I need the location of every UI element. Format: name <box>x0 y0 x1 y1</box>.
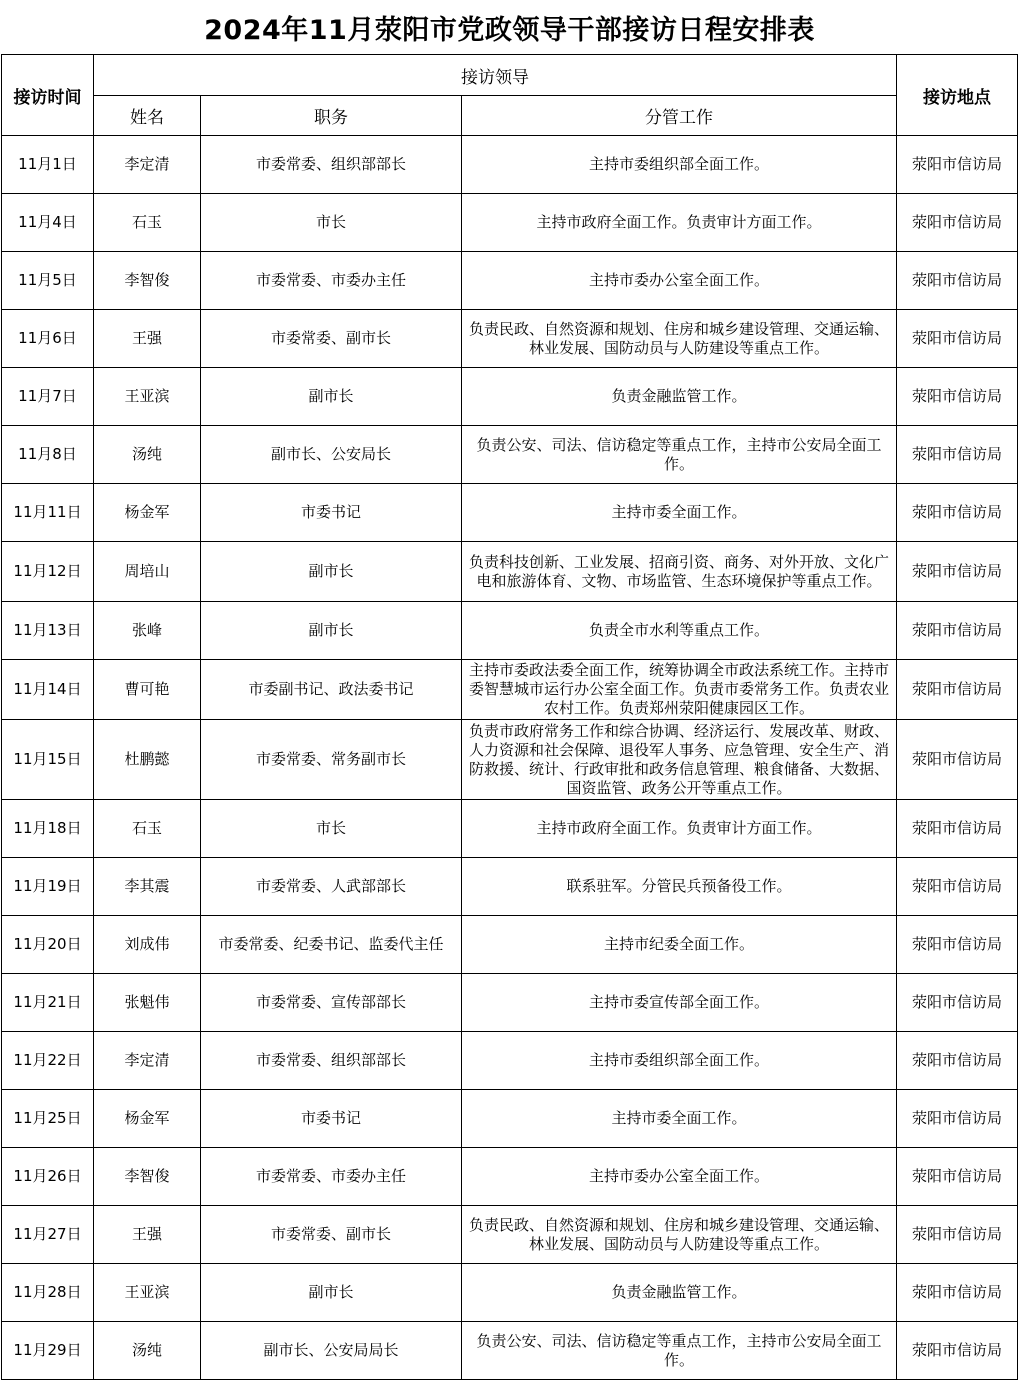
place-cell: 荥阳市信访局 <box>897 1032 1018 1090</box>
table-row <box>2 252 1018 310</box>
date-cell: 11月18日 <box>2 800 94 858</box>
position-cell: 市委常委、副市长 <box>201 310 462 368</box>
duty-cell: 负责全市水利等重点工作。 <box>462 602 897 660</box>
table-row <box>2 916 1018 974</box>
table-row <box>2 1090 1018 1148</box>
date-cell: 11月28日 <box>2 1264 94 1322</box>
place-cell: 荥阳市信访局 <box>897 858 1018 916</box>
name-cell: 石玉 <box>94 800 201 858</box>
table-row <box>2 310 1018 368</box>
place-cell: 荥阳市信访局 <box>897 194 1018 252</box>
date-cell: 11月13日 <box>2 602 94 660</box>
date-cell: 11月14日 <box>2 660 94 720</box>
date-cell: 11月6日 <box>2 310 94 368</box>
duty-cell: 主持市委办公室全面工作。 <box>462 1148 897 1206</box>
header-duty: 分管工作 <box>462 96 897 136</box>
name-cell: 曹可艳 <box>94 660 201 720</box>
place-cell: 荥阳市信访局 <box>897 368 1018 426</box>
duty-cell: 主持市委全面工作。 <box>462 484 897 542</box>
position-cell: 副市长、公安局长 <box>201 426 462 484</box>
date-cell: 11月5日 <box>2 252 94 310</box>
schedule-rows <box>2 136 1018 1380</box>
position-cell: 市委常委、组织部部长 <box>201 136 462 194</box>
table-row <box>2 1148 1018 1206</box>
table-row <box>2 602 1018 660</box>
name-cell: 张魁伟 <box>94 974 201 1032</box>
date-cell: 11月8日 <box>2 426 94 484</box>
date-cell: 11月29日 <box>2 1322 94 1380</box>
page-title: 2024年11月荥阳市党政领导干部接访日程安排表 <box>204 14 815 46</box>
name-cell: 王强 <box>94 310 201 368</box>
position-cell: 市委常委、纪委书记、监委代主任 <box>201 916 462 974</box>
date-cell: 11月11日 <box>2 484 94 542</box>
date-cell: 11月19日 <box>2 858 94 916</box>
place-cell: 荥阳市信访局 <box>897 1090 1018 1148</box>
duty-cell: 主持市委办公室全面工作。 <box>462 252 897 310</box>
position-cell: 副市长 <box>201 368 462 426</box>
name-cell: 王亚滨 <box>94 1264 201 1322</box>
duty-cell: 主持市纪委全面工作。 <box>462 916 897 974</box>
header-leaders: 接访领导 <box>94 55 897 96</box>
table-row <box>2 1264 1018 1322</box>
position-cell: 副市长 <box>201 1264 462 1322</box>
position-cell: 副市长 <box>201 542 462 602</box>
table-row <box>2 136 1018 194</box>
position-cell: 市委常委、副市长 <box>201 1206 462 1264</box>
position-cell: 市委副书记、政法委书记 <box>201 660 462 720</box>
duty-cell: 负责公安、司法、信访稳定等重点工作，主持市公安局全面工作。 <box>462 426 897 484</box>
duty-cell: 主持市委全面工作。 <box>462 1090 897 1148</box>
name-cell: 汤纯 <box>94 1322 201 1380</box>
date-cell: 11月20日 <box>2 916 94 974</box>
position-cell: 市委常委、组织部部长 <box>201 1032 462 1090</box>
name-cell: 杜鹏懿 <box>94 720 201 800</box>
duty-cell: 负责公安、司法、信访稳定等重点工作，主持市公安局全面工作。 <box>462 1322 897 1380</box>
position-cell: 市委常委、市委办主任 <box>201 252 462 310</box>
place-cell: 荥阳市信访局 <box>897 916 1018 974</box>
date-cell: 11月21日 <box>2 974 94 1032</box>
name-cell: 杨金军 <box>94 484 201 542</box>
name-cell: 李定清 <box>94 1032 201 1090</box>
duty-cell: 负责市政府常务工作和综合协调、经济运行、发展改革、财政、人力资源和社会保障、退役军人事务、应急管理、安全生产、消防救援、统计、行政审批和政务信息管理、粮食储备、大数据、国资监管、政务公开等重点工作。 <box>462 720 897 800</box>
place-cell: 荥阳市信访局 <box>897 974 1018 1032</box>
name-cell: 李定清 <box>94 136 201 194</box>
table-row <box>2 800 1018 858</box>
table-row <box>2 720 1018 800</box>
duty-cell: 主持市委组织部全面工作。 <box>462 136 897 194</box>
name-cell: 李其震 <box>94 858 201 916</box>
table-row <box>2 1322 1018 1380</box>
table-row <box>2 484 1018 542</box>
name-cell: 张峰 <box>94 602 201 660</box>
duty-cell: 主持市委政法委全面工作，统筹协调全市政法系统工作。主持市委智慧城市运行办公室全面工作。负责市委常务工作。负责农业农村工作。负责郑州荥阳健康园区工作。 <box>462 660 897 720</box>
place-cell: 荥阳市信访局 <box>897 800 1018 858</box>
table-row <box>2 194 1018 252</box>
schedule-table <box>1 54 1018 1380</box>
position-cell: 市委常委、人武部部长 <box>201 858 462 916</box>
place-cell: 荥阳市信访局 <box>897 602 1018 660</box>
name-cell: 刘成伟 <box>94 916 201 974</box>
position-cell: 市委常委、宣传部部长 <box>201 974 462 1032</box>
header-name: 姓名 <box>94 96 201 136</box>
place-cell: 荥阳市信访局 <box>897 484 1018 542</box>
date-cell: 11月26日 <box>2 1148 94 1206</box>
place-cell: 荥阳市信访局 <box>897 426 1018 484</box>
name-cell: 李智俊 <box>94 252 201 310</box>
header-position: 职务 <box>201 96 462 136</box>
name-cell: 王强 <box>94 1206 201 1264</box>
position-cell: 市委常委、市委办主任 <box>201 1148 462 1206</box>
position-cell: 市委常委、常务副市长 <box>201 720 462 800</box>
duty-cell: 负责民政、自然资源和规划、住房和城乡建设管理、交通运输、林业发展、国防动员与人防建设等重点工作。 <box>462 310 897 368</box>
place-cell: 荥阳市信访局 <box>897 1322 1018 1380</box>
date-cell: 11月15日 <box>2 720 94 800</box>
duty-cell: 负责民政、自然资源和规划、住房和城乡建设管理、交通运输、林业发展、国防动员与人防建设等重点工作。 <box>462 1206 897 1264</box>
duty-cell: 主持市委组织部全面工作。 <box>462 1032 897 1090</box>
place-cell: 荥阳市信访局 <box>897 1206 1018 1264</box>
place-cell: 荥阳市信访局 <box>897 1148 1018 1206</box>
date-cell: 11月27日 <box>2 1206 94 1264</box>
position-cell: 市长 <box>201 194 462 252</box>
name-cell: 李智俊 <box>94 1148 201 1206</box>
name-cell: 周培山 <box>94 542 201 602</box>
duty-cell: 负责科技创新、工业发展、招商引资、商务、对外开放、文化广电和旅游体育、文物、市场监管、生态环境保护等重点工作。 <box>462 542 897 602</box>
position-cell: 副市长 <box>201 602 462 660</box>
place-cell: 荥阳市信访局 <box>897 720 1018 800</box>
table-row <box>2 858 1018 916</box>
table-row <box>2 974 1018 1032</box>
table-row <box>2 1206 1018 1264</box>
date-cell: 11月1日 <box>2 136 94 194</box>
place-cell: 荥阳市信访局 <box>897 136 1018 194</box>
position-cell: 市委书记 <box>201 1090 462 1148</box>
header-time: 接访时间 <box>2 55 94 136</box>
date-cell: 11月25日 <box>2 1090 94 1148</box>
place-cell: 荥阳市信访局 <box>897 1264 1018 1322</box>
date-cell: 11月22日 <box>2 1032 94 1090</box>
date-cell: 11月4日 <box>2 194 94 252</box>
duty-cell: 主持市委宣传部全面工作。 <box>462 974 897 1032</box>
place-cell: 荥阳市信访局 <box>897 310 1018 368</box>
place-cell: 荥阳市信访局 <box>897 660 1018 720</box>
header-place: 接访地点 <box>897 55 1018 136</box>
table-row <box>2 542 1018 602</box>
position-cell: 市长 <box>201 800 462 858</box>
position-cell: 副市长、公安局局长 <box>201 1322 462 1380</box>
duty-cell: 负责金融监管工作。 <box>462 368 897 426</box>
table-row <box>2 426 1018 484</box>
duty-cell: 主持市政府全面工作。负责审计方面工作。 <box>462 194 897 252</box>
name-cell: 杨金军 <box>94 1090 201 1148</box>
date-cell: 11月12日 <box>2 542 94 602</box>
date-cell: 11月7日 <box>2 368 94 426</box>
table-row <box>2 1032 1018 1090</box>
name-cell: 王亚滨 <box>94 368 201 426</box>
duty-cell: 负责金融监管工作。 <box>462 1264 897 1322</box>
table-row <box>2 368 1018 426</box>
place-cell: 荥阳市信访局 <box>897 252 1018 310</box>
position-cell: 市委书记 <box>201 484 462 542</box>
table-row <box>2 660 1018 720</box>
place-cell: 荥阳市信访局 <box>897 542 1018 602</box>
duty-cell: 联系驻军。分管民兵预备役工作。 <box>462 858 897 916</box>
name-cell: 石玉 <box>94 194 201 252</box>
name-cell: 汤纯 <box>94 426 201 484</box>
duty-cell: 主持市政府全面工作。负责审计方面工作。 <box>462 800 897 858</box>
